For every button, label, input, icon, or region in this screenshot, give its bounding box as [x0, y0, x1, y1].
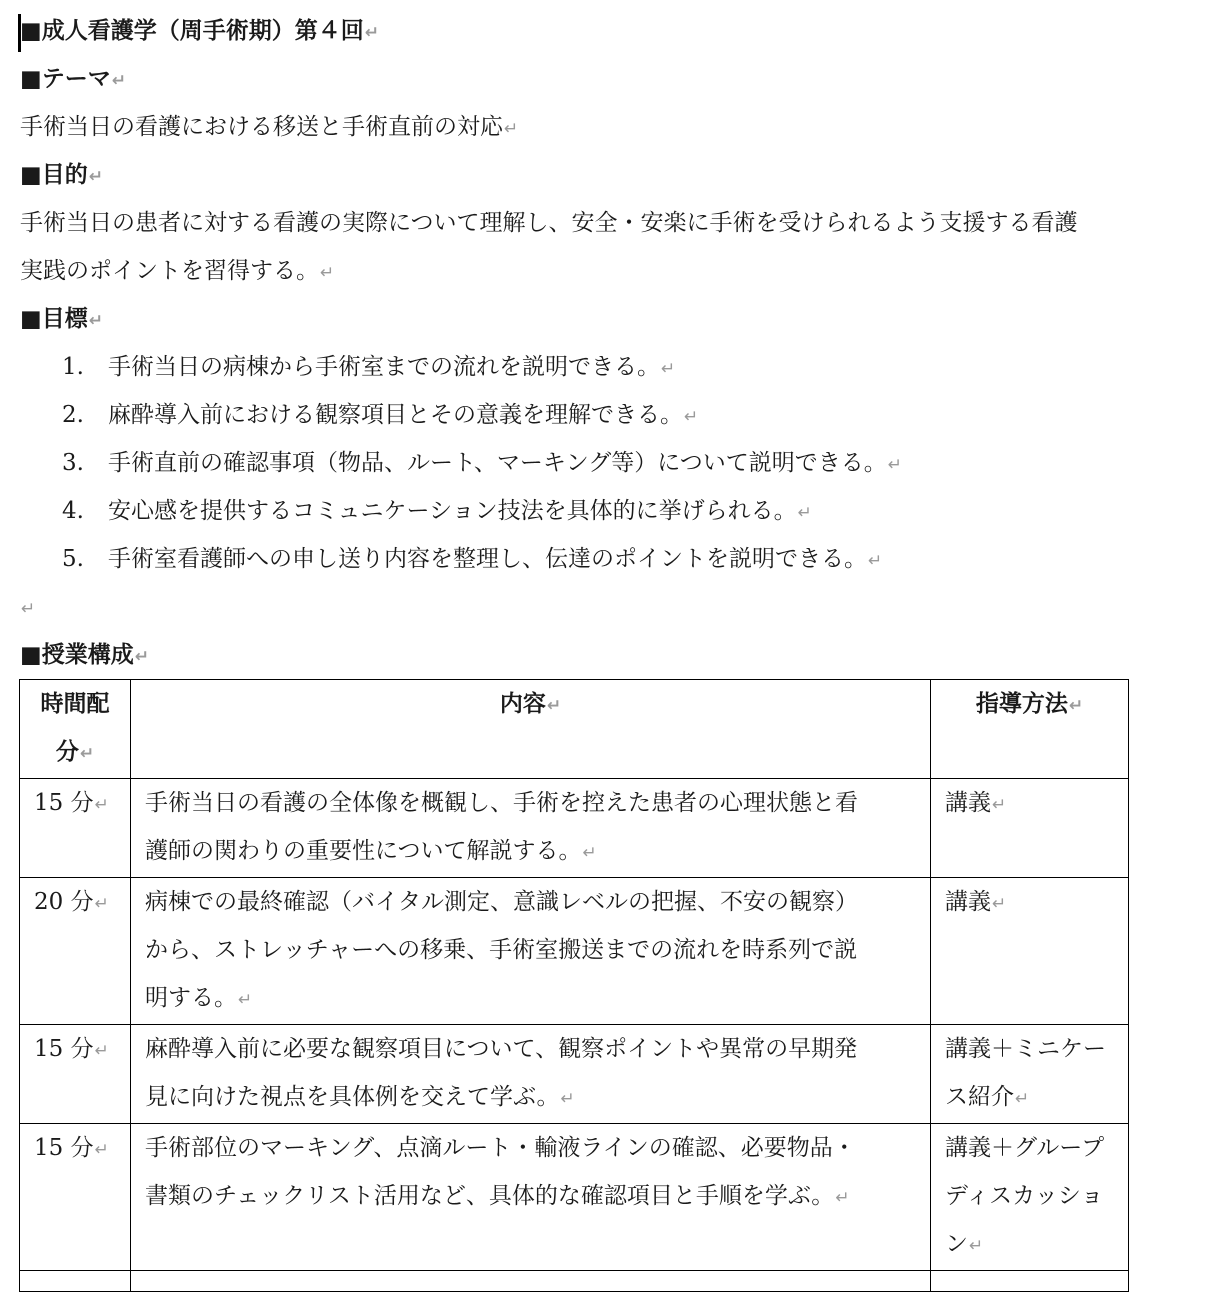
cell-time[interactable]: [20, 1271, 131, 1292]
cell-time[interactable]: 20 分↵: [20, 878, 131, 1025]
cell-method[interactable]: 講義↵: [931, 878, 1129, 1025]
table-header-row: [20, 680, 1129, 779]
header-content[interactable]: 内容↵: [131, 680, 931, 779]
table-row: [20, 1025, 1129, 1124]
cell-time[interactable]: 15 分↵: [20, 779, 131, 878]
table-row: [20, 779, 1129, 878]
table-row: [20, 1124, 1129, 1271]
goal-item-3[interactable]: 3. 手術直前の確認事項（物品、ルート、マーキング等）について説明できる。↵: [62, 439, 902, 489]
goal-number: 3.: [62, 450, 84, 476]
cell-content[interactable]: 手術部位のマーキング、点滴ルート・輸液ラインの確認、必要物品・ 書類のチェックリスト活用など、具体的な確認項目と手順を学ぶ。↵: [131, 1124, 931, 1271]
goal-text: 手術直前の確認事項（物品、ルート、マーキング等）について説明できる。: [108, 450, 887, 476]
empty-paragraph[interactable]: ↵: [21, 599, 36, 619]
cell-time[interactable]: 15 分↵: [20, 1124, 131, 1271]
structure-heading[interactable]: ■授業構成↵: [20, 641, 149, 668]
lesson-structure-table: [19, 679, 1129, 1292]
purpose-text-line1[interactable]: 手術当日の患者に対する看護の実際について理解し、安全・安楽に手術を受けられるよう支援する看護: [20, 210, 1078, 236]
goal-text: 手術室看護師への申し送り内容を整理し、伝達のポイントを説明できる。: [108, 546, 867, 572]
goal-text: 安心感を提供するコミュニケーション技法を具体的に挙げられる。: [108, 498, 797, 524]
header-time[interactable]: 時間配分↵: [20, 680, 131, 779]
table-row: [20, 878, 1129, 1025]
goal-item-4[interactable]: 4. 安心感を提供するコミュニケーション技法を具体的に挙げられる。↵: [62, 487, 812, 537]
theme-heading[interactable]: ■テーマ↵: [20, 65, 126, 92]
cell-method[interactable]: 講義＋ミニケー ス紹介↵: [931, 1025, 1129, 1124]
cell-method[interactable]: 講義↵: [931, 779, 1129, 878]
header-method[interactable]: 指導方法↵: [931, 680, 1129, 779]
goal-item-1[interactable]: 1. 手術当日の病棟から手術室までの流れを説明できる。↵: [62, 343, 675, 393]
purpose-text-line2[interactable]: 実践のポイントを習得する。↵: [20, 258, 335, 284]
cell-content[interactable]: 病棟での最終確認（バイタル測定、意識レベルの把握、不安の観察） から、ストレッチャーへの移乗、手術室搬送までの流れを時系列で説 明する。↵: [131, 878, 931, 1025]
cell-method[interactable]: [931, 1271, 1129, 1292]
cell-content[interactable]: 手術当日の看護の全体像を概観し、手術を控えた患者の心理状態と看 護師の関わりの重要性について解説する。↵: [131, 779, 931, 878]
theme-text[interactable]: 手術当日の看護における移送と手術直前の対応↵: [20, 114, 519, 140]
goal-number: 4.: [62, 498, 84, 524]
document-title[interactable]: ■成人看護学（周手術期）第４回↵: [20, 17, 379, 44]
purpose-heading[interactable]: ■目的↵: [20, 161, 103, 188]
goal-number: 2.: [62, 402, 84, 428]
goal-text: 麻酔導入前における観察項目とその意義を理解できる。: [108, 402, 683, 428]
goal-item-5[interactable]: 5. 手術室看護師への申し送り内容を整理し、伝達のポイントを説明できる。↵: [62, 535, 882, 585]
cell-method[interactable]: 講義＋グループ ディスカッショ ン↵: [931, 1124, 1129, 1271]
goal-item-2[interactable]: 2. 麻酔導入前における観察項目とその意義を理解できる。↵: [62, 391, 698, 441]
cell-time[interactable]: 15 分↵: [20, 1025, 131, 1124]
goal-number: 5.: [62, 546, 84, 572]
goals-heading[interactable]: ■目標↵: [20, 305, 103, 332]
goal-number: 1.: [62, 354, 84, 380]
table-row: [20, 1271, 1129, 1292]
goal-text: 手術当日の病棟から手術室までの流れを説明できる。: [108, 354, 660, 380]
cell-content[interactable]: 麻酔導入前に必要な観察項目について、観察ポイントや異常の早期発 見に向けた視点を具体例を交えて学ぶ。↵: [131, 1025, 931, 1124]
cell-content[interactable]: [131, 1271, 931, 1292]
